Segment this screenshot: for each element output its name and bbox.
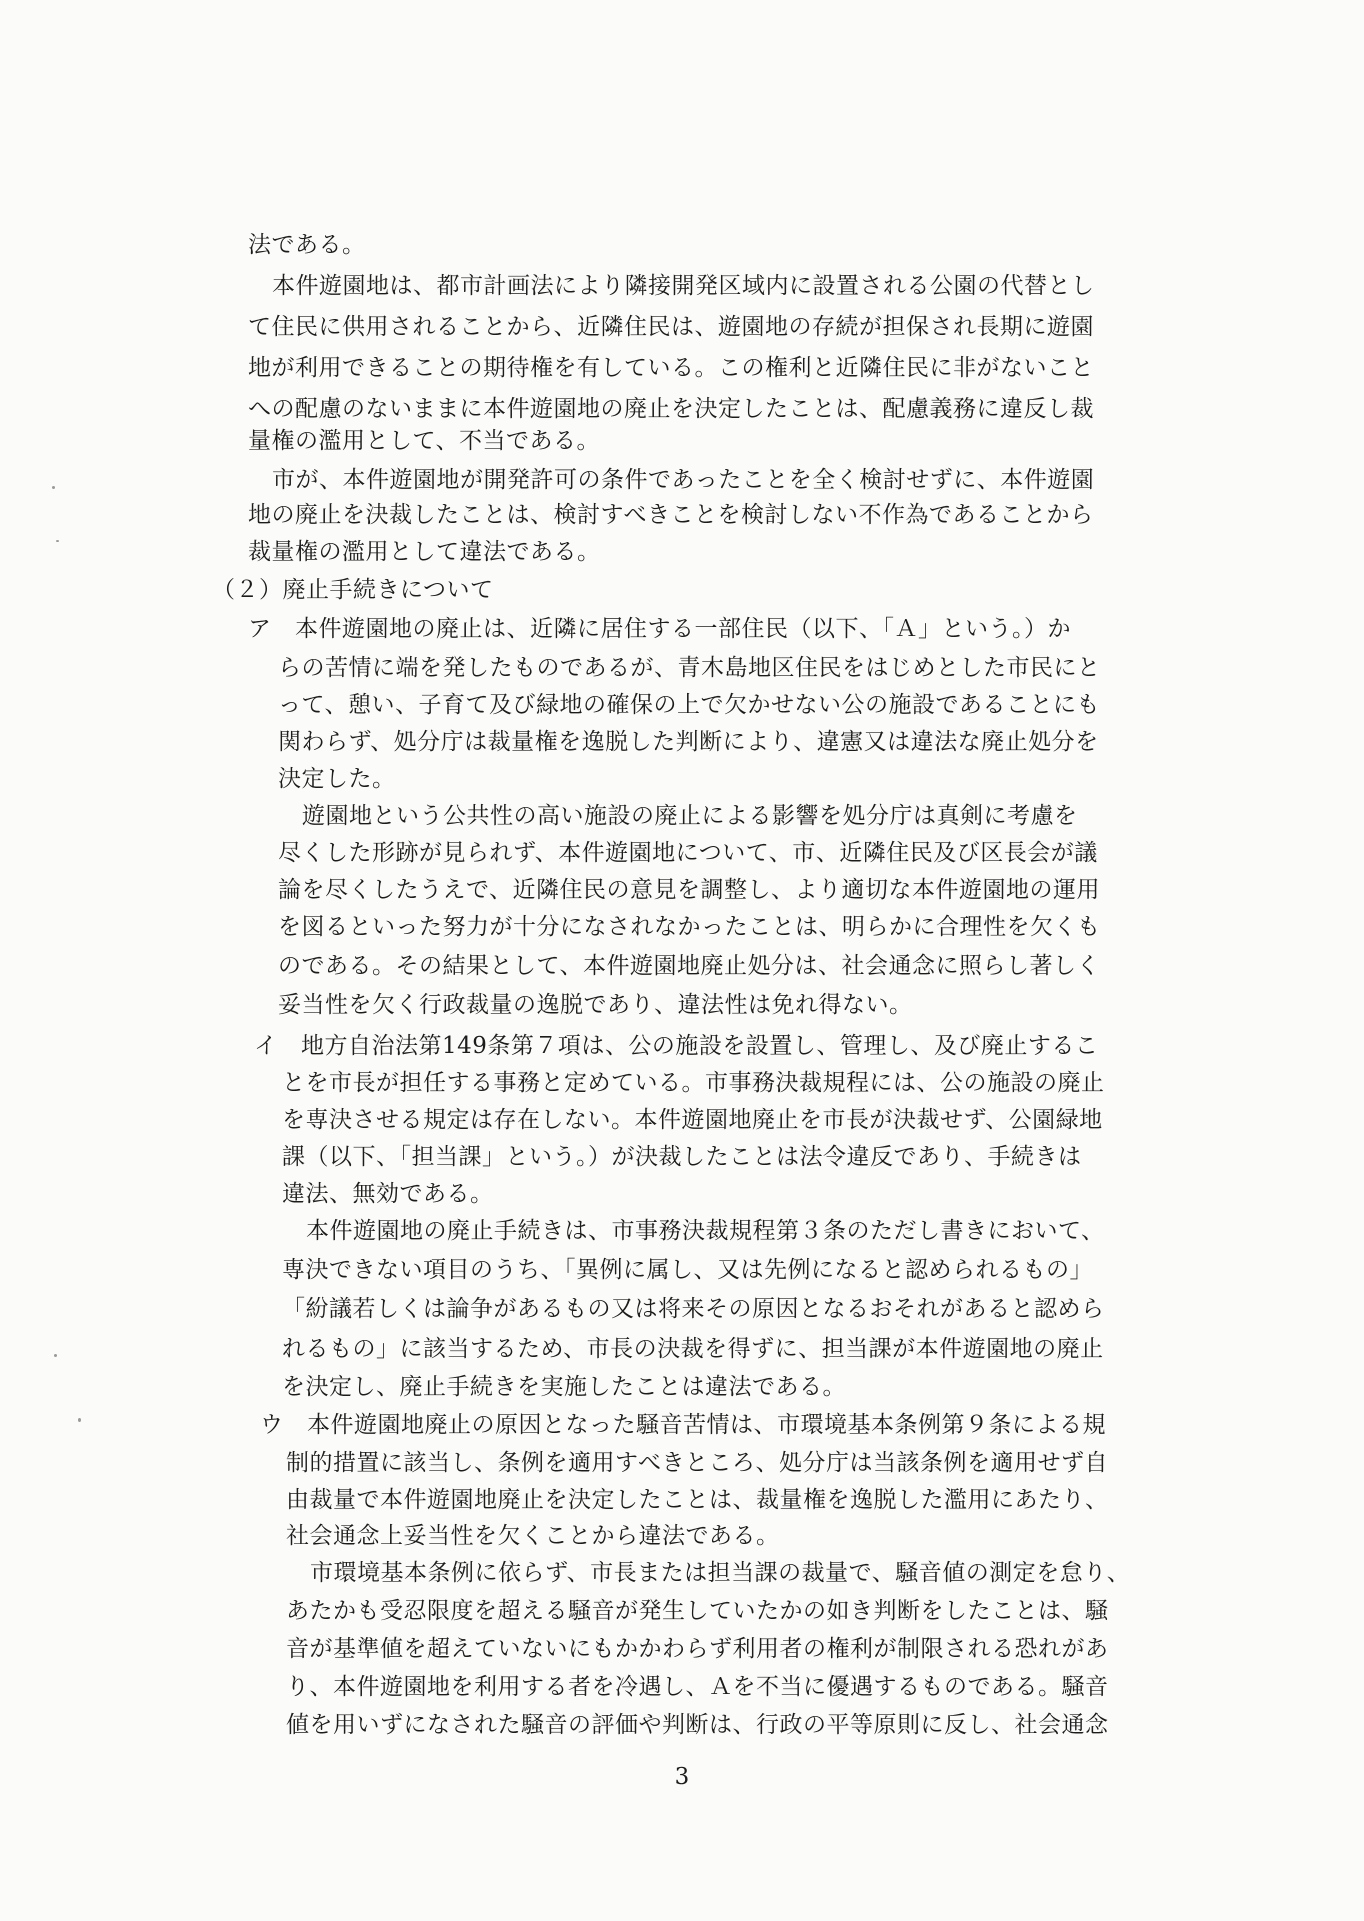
text-line: への配慮のないままに本件遊園地の廃止を決定したことは、配慮義務に違反し裁 [248,396,1094,422]
page-number: 3 [674,1764,690,1790]
text-line: 地の廃止を決裁したことは、検討すべきことを検討しない不作為であることから [248,502,1094,528]
scan-speck [52,486,55,489]
text-line: 量権の濫用として、不当である。 [248,428,601,454]
text-line: あたかも受忍限度を超える騒音が発生していたかの如き判断をしたことは、騒 [286,1598,1109,1624]
text-line: 妥当性を欠く行政裁量の逸脱であり、違法性は免れ得ない。 [278,992,913,1018]
text-line: 決定した。 [278,766,396,792]
text-line: 値を用いずになされた騒音の評価や判断は、行政の平等原則に反し、社会通念 [286,1712,1109,1738]
text-line: 市が、本件遊園地が開発許可の条件であったことを全く検討せずに、本件遊園 [272,467,1095,493]
text-line: のである。その結果として、本件遊園地廃止処分は、社会通念に照らし著しく [278,953,1101,979]
text-line: 由裁量で本件遊園地廃止を決定したことは、裁量権を逸脱した濫用にあたり、 [286,1487,1109,1513]
text-line: 本件遊園地は、都市計画法により隣接開発区域内に設置される公園の代替とし [272,273,1095,299]
text-line: ア 本件遊園地の廃止は、近隣に居住する一部住民（以下、「Ａ」という。）か [248,616,1071,642]
text-line: 専決できない項目のうち、「異例に属し、又は先例になると認められるもの」 [282,1257,1093,1283]
text-line: 裁量権の濫用として違法である。 [248,539,601,565]
text-line: 地が利用できることの期待権を有している。この権利と近隣住民に非がないこと [248,355,1094,381]
scan-speck [54,1354,57,1357]
text-line: を図るといった努力が十分になされなかったことは、明らかに合理性を欠くも [278,914,1101,940]
scan-speck [78,1418,81,1422]
text-line: 違法、無効である。 [282,1181,494,1207]
text-line: って、憩い、子育て及び緑地の確保の上で欠かせない公の施設であることにも [278,692,1101,718]
section-heading: （２）廃止手続きについて [212,577,494,603]
text-line: 論を尽くしたうえで、近隣住民の意見を調整し、より適切な本件遊園地の運用 [278,877,1101,903]
text-line: 「紛議若しくは論争があるもの又は将来その原因となるおそれがあると認めら [282,1296,1105,1322]
text-line: 社会通念上妥当性を欠くことから違法である。 [286,1523,780,1549]
text-line: 音が基準値を超えていないにもかかわらず利用者の権利が制限される恐れがあ [286,1636,1109,1662]
text-line: 関わらず、処分庁は裁量権を逸脱した判断により、違憲又は違法な廃止処分を [278,729,1099,755]
text-line: イ 地方自治法第149条第７項は、公の施設を設置し、管理し、及び廃止するこ [254,1033,1099,1059]
text-line: り、本件遊園地を利用する者を冷遇し、Ａを不当に優遇するものである。騒音 [286,1674,1109,1700]
text-line: 制的措置に該当し、条例を適用すべきところ、処分庁は当該条例を適用せず自 [286,1450,1109,1476]
text-line: れるもの」に該当するため、市長の決裁を得ずに、担当課が本件遊園地の廃止 [282,1336,1104,1362]
text-line: を決定し、廃止手続きを実施したことは違法である。 [282,1374,846,1400]
text-line: 課（以下、「担当課」という。）が決裁したことは法令違反であり、手続きは [282,1144,1082,1170]
text-line: ウ 本件遊園地廃止の原因となった騒音苦情は、市環境基本条例第９条による規 [260,1412,1106,1438]
text-line: を専決させる規定は存在しない。本件遊園地廃止を市長が決裁せず、公園緑地 [282,1107,1103,1133]
scan-speck [56,540,59,542]
text-line: 法である。 [248,232,366,258]
text-line: 遊園地という公共性の高い施設の廃止による影響を処分庁は真剣に考慮を [302,803,1078,829]
text-line: らの苦情に端を発したものであるが、青木島地区住民をはじめとした市民にと [278,655,1101,681]
text-line: とを市長が担任する事務と定めている。市事務決裁規程には、公の施設の廃止 [282,1070,1105,1096]
text-line: 市環境基本条例に依らず、市長または担当課の裁量で、騒音値の測定を怠り、 [310,1560,1131,1586]
text-line: 尽くした形跡が見られず、本件遊園地について、市、近隣住民及び区長会が議 [278,840,1098,866]
text-line: 本件遊園地の廃止手続きは、市事務決裁規程第３条のただし書きにおいて、 [306,1218,1105,1244]
text-line: て住民に供用されることから、近隣住民は、遊園地の存続が担保され長期に遊園 [248,314,1094,340]
